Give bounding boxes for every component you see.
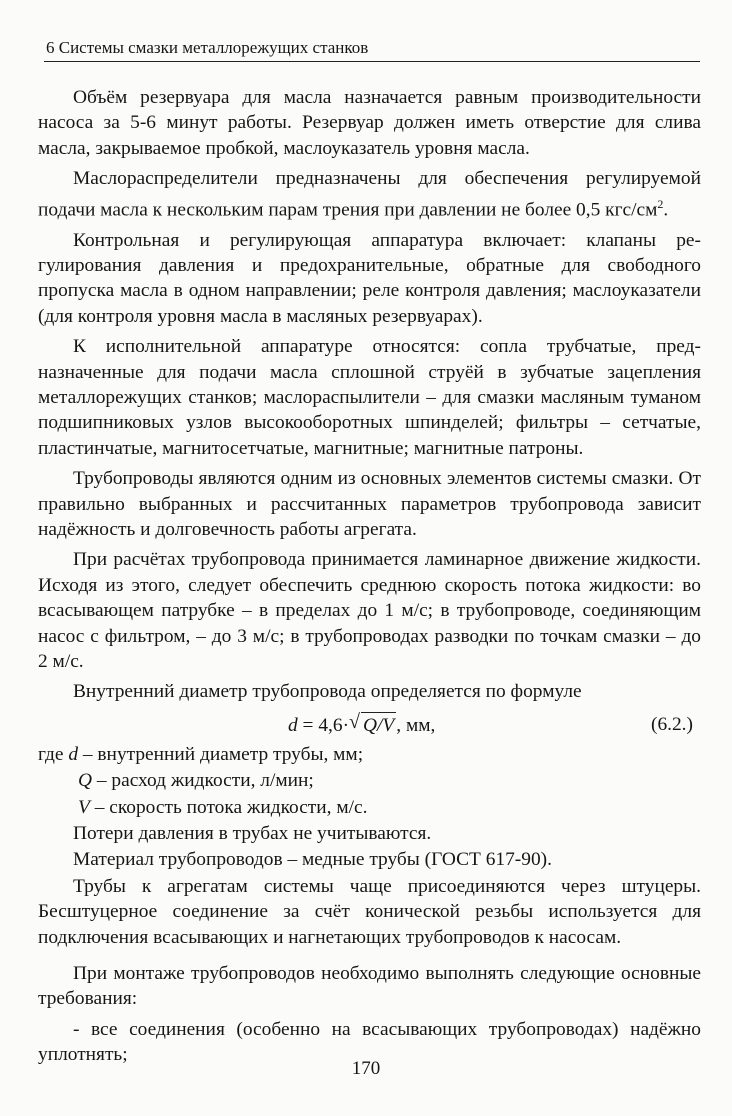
symbol-v: V	[78, 796, 90, 818]
paragraph-control-apparatus: Контрольная и регулирующая аппаратура включает: клапаны регулирования давления и предохранительные, обратные для свободного пропуска масла в одном направлении; реле контроля давления; маслоуказатели (для контроля уровня масла в масляных резервуарах).	[38, 229, 701, 327]
formula-lhs: d	[288, 714, 298, 736]
paragraph-calculation: При расчётах трубопровода принимается ламинарное движение жидкости. Исходя из этого, следует обеспечить среднюю скорость потока жидкости: во всасывающем патрубке – в пределах до 1 м/с; в трубопроводе, соединяющим насос с фильтром, – до 3 м/с; в трубопроводах разводки по точкам смазки – до 2 м/с.	[38, 549, 701, 672]
paragraph-formula-intro: Внутренний диаметр трубопровода определяется по формуле	[73, 681, 582, 703]
running-header: 6 Системы смазки металлорежущих станков	[46, 38, 369, 57]
formula-radicand: Q/V	[361, 712, 396, 738]
paragraph-pressure-losses: Потери давления в трубах не учитываются.	[73, 823, 432, 845]
distributors-text: Маслораспределители предназначены для обеспечения регулируемой подачи масла к нескольким парам трения при давлении не более 0,5 кгс/см	[38, 168, 701, 221]
paragraph-distributors	[38, 166, 701, 222]
formula-expression	[288, 712, 435, 738]
definition-q	[38, 768, 701, 793]
definition-v-text: – скорость потока жидкости, м/с.	[89, 796, 368, 818]
header-rule	[44, 61, 700, 62]
definition-v	[38, 795, 701, 820]
paragraph-executive-apparatus: К исполнительной аппаратуре относятся: сопла трубчатые, предназначенные для подачи масла сплошной струёй в зубчатые зацепления металлорежущих станков; маслораспылители – для смазки масляным туманом подшипниковых узлов высокооборотных шпинделей; фильтры – сетчатые, пластинчатые, магнитосетчатые, магнитные; магнитные патроны.	[38, 336, 701, 459]
formula-number: (6.2.)	[650, 713, 693, 735]
definition-intro: где	[38, 743, 69, 765]
formula-equals: = 4,6·	[297, 714, 350, 736]
symbol-d: d	[68, 743, 79, 765]
paragraph-fittings: Трубы к агрегатам системы чаще присоединяются через штуцеры. Бесштуцерное соединение за счёт конической резьбы используется для подключения всасывающих и нагнетающих трубопроводов к насосам.	[38, 875, 701, 948]
paragraph-material: Материал трубопроводов – медные трубы (ГОСТ 617-90).	[73, 849, 552, 871]
superscript-2: 2	[657, 196, 664, 211]
list-item-seals: - все соединения (особенно на всасывающих трубопроводах) надёжно уплотнять;	[38, 1018, 701, 1066]
definition-d	[38, 742, 701, 767]
distributors-end: .	[663, 199, 669, 221]
formula-6-2	[38, 708, 701, 742]
sqrt-radical	[349, 712, 396, 738]
radical-sign-icon: √	[349, 710, 361, 733]
body-text	[38, 85, 701, 1073]
paragraph-pipelines: Трубопроводы являются одним из основных элементов системы смазки. От правильно выбранных и рассчитанных параметров трубопровода зависит надёжность и долговечность работы агрегата.	[38, 468, 701, 540]
page-number: 170	[351, 1058, 381, 1079]
formula-unit: , мм,	[396, 714, 436, 736]
definition-q-text: – расход жидкости, л/мин;	[92, 770, 314, 792]
symbol-q: Q	[78, 770, 93, 792]
paragraph-mounting: При монтаже трубопроводов необходимо выполнять следующие основные требования:	[38, 963, 701, 1010]
paragraph-reservoir: Объём резервуара для масла назначается равным производительности насоса за 5-6 минут работы. Резервуар должен иметь отверстие для слива масла, закрываемое пробкой, маслоуказатель уровня масла.	[38, 87, 701, 159]
definition-d-text: – внутренний диаметр трубы, мм;	[78, 743, 364, 765]
